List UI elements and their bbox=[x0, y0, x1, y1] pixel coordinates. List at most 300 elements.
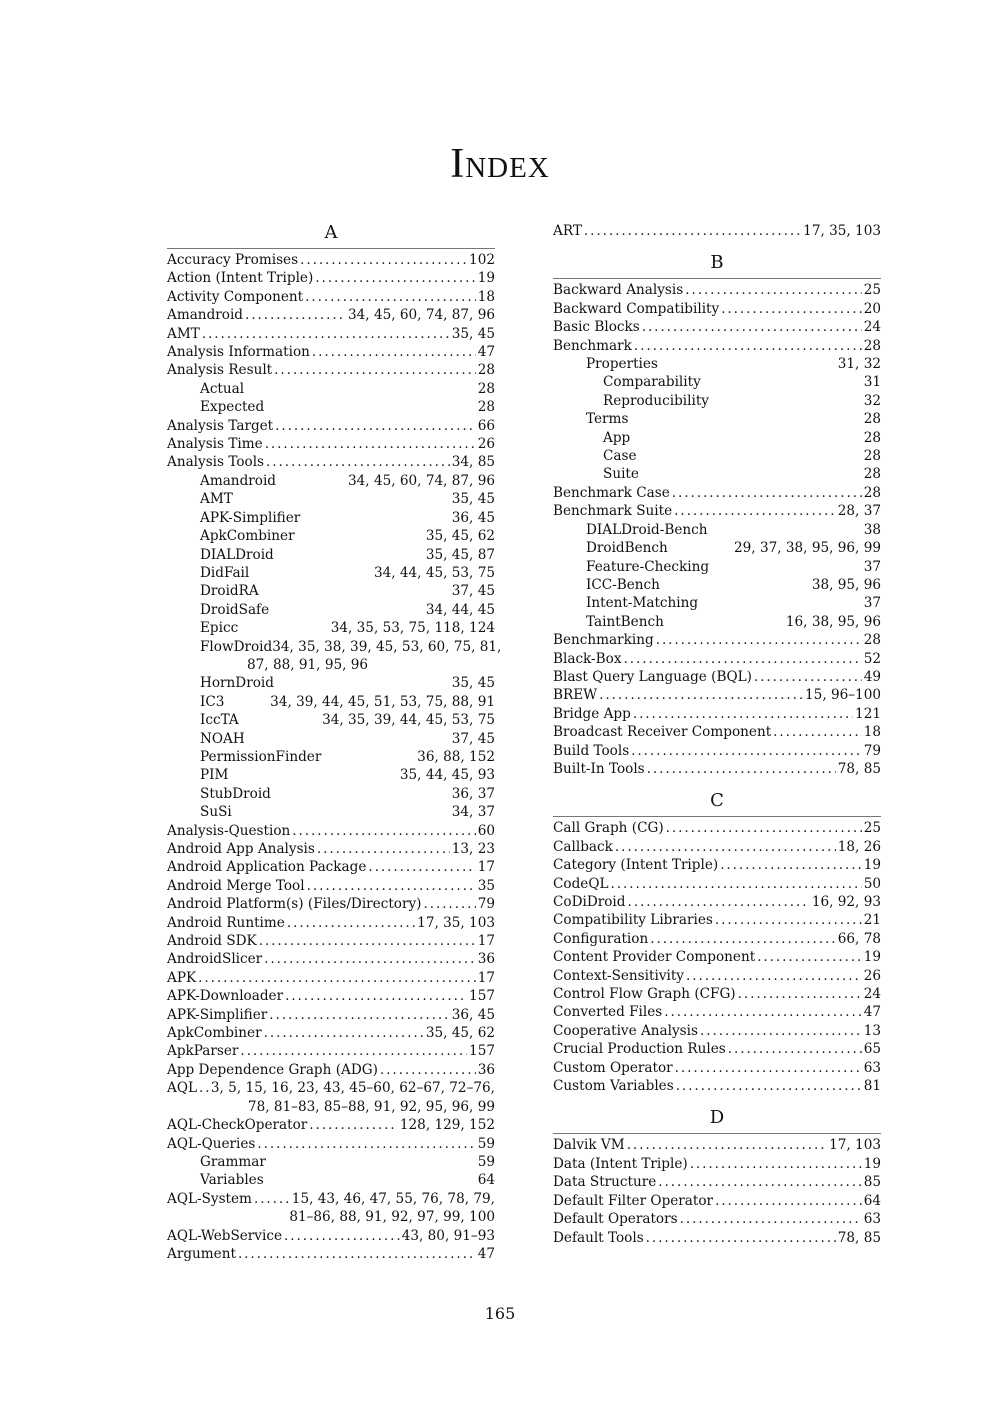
dot-leader bbox=[647, 760, 836, 778]
index-subentry bbox=[167, 1153, 495, 1171]
dot-leader bbox=[627, 893, 809, 911]
page-references: 38 bbox=[863, 521, 881, 538]
page-references: 28 bbox=[477, 362, 495, 379]
index-entry bbox=[553, 484, 881, 502]
index-entry bbox=[553, 1040, 881, 1058]
page-references: 79 bbox=[863, 742, 881, 759]
index-entry bbox=[167, 1042, 495, 1060]
section-heading: A bbox=[167, 222, 495, 249]
index-entry bbox=[553, 222, 881, 240]
index-subentry bbox=[553, 594, 881, 612]
page-references: 13, 23 bbox=[451, 841, 495, 857]
page-references: 17 bbox=[477, 969, 495, 986]
page-references: 26 bbox=[477, 436, 495, 453]
index-subentry bbox=[553, 447, 881, 465]
page-references: 36 bbox=[477, 951, 495, 968]
page-references: 121 bbox=[855, 705, 881, 722]
page-references: 35, 45, 87 bbox=[425, 546, 495, 563]
index-entry bbox=[167, 895, 495, 913]
dot-leader bbox=[690, 1155, 862, 1173]
page-references: 47 bbox=[477, 344, 495, 361]
index-term: Case bbox=[603, 448, 637, 465]
index-entry bbox=[167, 343, 495, 361]
page-references: 18, 26 bbox=[837, 838, 881, 855]
index-entry bbox=[553, 1136, 881, 1154]
index-term: Analysis Tools bbox=[167, 454, 265, 471]
index-entry bbox=[553, 930, 881, 948]
index-term: IC3 bbox=[200, 693, 225, 710]
page-references: 25 bbox=[863, 282, 881, 299]
index-term: Actual bbox=[200, 380, 245, 397]
index-entry bbox=[553, 819, 881, 837]
page-references: 17, 103 bbox=[829, 1137, 881, 1154]
index-entry bbox=[553, 705, 881, 723]
index-term: APK bbox=[167, 969, 197, 986]
index-term: Grammar bbox=[200, 1153, 266, 1170]
index-subentry bbox=[167, 730, 495, 748]
index-entry bbox=[167, 417, 495, 435]
index-entry bbox=[167, 840, 495, 858]
index-entry bbox=[167, 251, 495, 269]
page-references: 20 bbox=[863, 300, 881, 317]
index-term: Built-In Tools bbox=[553, 760, 645, 777]
index-term: NOAH bbox=[200, 730, 245, 747]
index-term: Android SDK bbox=[167, 933, 257, 950]
index-term: Android App Analysis bbox=[167, 841, 315, 857]
index-term: App bbox=[603, 429, 631, 446]
page-references: 17 bbox=[477, 933, 495, 950]
dot-leader bbox=[773, 723, 862, 741]
index-entry bbox=[167, 1061, 495, 1079]
page-references: 36, 45 bbox=[451, 1006, 495, 1023]
dot-leader bbox=[257, 1135, 475, 1153]
index-entry bbox=[553, 337, 881, 355]
dot-leader bbox=[198, 969, 476, 987]
index-entry bbox=[553, 1059, 881, 1077]
index-subentry bbox=[167, 472, 495, 490]
index-entry bbox=[553, 1077, 881, 1095]
index-term: Basic Blocks bbox=[553, 319, 640, 336]
index-term: FlowDroid bbox=[200, 638, 273, 655]
index-subentry bbox=[553, 558, 881, 576]
page-references: 28 bbox=[863, 484, 881, 501]
index-subentry bbox=[553, 539, 881, 557]
index-entry bbox=[553, 1022, 881, 1040]
index-subentry bbox=[167, 619, 495, 637]
index-term: Benchmarking bbox=[553, 632, 654, 649]
page-references: 34, 35, 53, 75, 118, 124 bbox=[330, 620, 495, 637]
index-entry bbox=[553, 948, 881, 966]
index-subentry bbox=[553, 373, 881, 391]
page-references: 28 bbox=[863, 337, 881, 354]
dot-leader bbox=[264, 950, 476, 968]
index-entry bbox=[167, 1006, 495, 1024]
index-term: CodeQL bbox=[553, 875, 609, 892]
index-term: Analysis Information bbox=[167, 344, 310, 361]
dot-leader bbox=[642, 318, 862, 336]
index-entry bbox=[167, 1227, 495, 1245]
index-entry bbox=[167, 288, 495, 306]
page-references: 66 bbox=[477, 417, 495, 434]
dot-leader bbox=[631, 742, 862, 760]
dot-leader bbox=[307, 877, 476, 895]
dot-leader bbox=[685, 281, 861, 299]
page-references: 28 bbox=[477, 380, 495, 397]
dot-leader bbox=[599, 686, 803, 704]
page-references: 37, 45 bbox=[451, 583, 495, 600]
dot-leader bbox=[275, 417, 476, 435]
dot-leader bbox=[738, 985, 862, 1003]
dot-leader bbox=[199, 1079, 209, 1097]
page-references: 47 bbox=[477, 1245, 495, 1262]
dot-leader bbox=[720, 856, 862, 874]
index-term: HornDroid bbox=[200, 675, 274, 692]
index-term: Control Flow Graph (CFG) bbox=[553, 986, 736, 1003]
index-entry bbox=[553, 631, 881, 649]
page-references: 34, 35, 38, 39, 45, 53, 60, 75, 81, bbox=[272, 638, 502, 655]
index-subentry bbox=[167, 638, 502, 656]
dot-leader bbox=[317, 840, 450, 858]
dot-leader bbox=[728, 1040, 862, 1058]
page-references: 35, 45 bbox=[451, 675, 495, 692]
dot-leader bbox=[674, 502, 836, 520]
index-term: Dalvik VM bbox=[553, 1137, 625, 1154]
dot-leader bbox=[312, 343, 476, 361]
index-term: ApkParser bbox=[167, 1043, 239, 1060]
dot-leader bbox=[238, 1245, 476, 1263]
index-entry bbox=[553, 893, 881, 911]
page-references: 28, 37 bbox=[837, 503, 881, 520]
dot-leader bbox=[675, 1059, 862, 1077]
page-references: 38, 95, 96 bbox=[811, 576, 881, 593]
page-references: 28 bbox=[863, 466, 881, 483]
dot-leader bbox=[264, 1024, 424, 1042]
index-term: Expected bbox=[200, 399, 265, 416]
index-entry bbox=[553, 1155, 881, 1173]
index-subentry bbox=[167, 546, 495, 564]
index-term: Broadcast Receiver Component bbox=[553, 724, 772, 741]
index-entry bbox=[167, 453, 495, 471]
page-references: 18 bbox=[863, 724, 881, 741]
index-term: IccTA bbox=[200, 712, 239, 729]
page-references: 24 bbox=[863, 986, 881, 1003]
index-entry bbox=[167, 435, 495, 453]
index-term: Intent-Matching bbox=[586, 595, 699, 612]
index-term: Content Provider Component bbox=[553, 949, 756, 966]
dot-leader bbox=[423, 895, 475, 913]
dot-leader bbox=[245, 306, 346, 324]
index-term: Backward Analysis bbox=[553, 282, 684, 299]
page-references: 15, 43, 46, 47, 55, 76, 78, 79, bbox=[291, 1190, 495, 1207]
page-references: 19 bbox=[863, 949, 881, 966]
index-subentry bbox=[167, 711, 495, 729]
dot-leader bbox=[686, 967, 862, 985]
index-entry bbox=[167, 987, 495, 1005]
page-references: 128, 129, 152 bbox=[399, 1117, 495, 1134]
index-entry bbox=[553, 967, 881, 985]
index-term: Context-Sensitivity bbox=[553, 967, 684, 984]
dot-leader bbox=[680, 1210, 862, 1228]
page-references: 79 bbox=[477, 896, 495, 913]
index-term: Argument bbox=[167, 1245, 236, 1262]
index-entry bbox=[167, 1245, 495, 1263]
index-entry bbox=[167, 1116, 495, 1134]
dot-leader bbox=[672, 484, 862, 502]
index-term: ICC-Bench bbox=[586, 576, 660, 593]
index-term: Data (Intent Triple) bbox=[553, 1155, 688, 1172]
index-term: Crucial Production Rules bbox=[553, 1041, 726, 1058]
page-references: 35 bbox=[477, 877, 495, 894]
index-term: Epicc bbox=[200, 620, 239, 637]
dot-leader bbox=[715, 1192, 862, 1210]
dot-leader bbox=[285, 987, 467, 1005]
index-term: AQL-Queries bbox=[167, 1135, 256, 1152]
index-entry bbox=[167, 1135, 495, 1153]
dot-leader bbox=[627, 1136, 827, 1154]
dot-leader bbox=[266, 453, 450, 471]
dot-leader bbox=[634, 337, 862, 355]
page-references: 34, 44, 45 bbox=[425, 601, 495, 618]
index-term: Variables bbox=[200, 1172, 264, 1189]
index-term: Android Runtime bbox=[167, 914, 285, 931]
page-references: 17 bbox=[477, 859, 495, 876]
dot-leader bbox=[368, 858, 475, 876]
page-references: 16, 38, 95, 96 bbox=[785, 613, 881, 630]
index-entry bbox=[553, 911, 881, 929]
page-references: 63 bbox=[863, 1211, 881, 1228]
page-references: 34, 85 bbox=[451, 454, 495, 471]
index-term: Feature-Checking bbox=[586, 558, 710, 575]
index-term: Cooperative Analysis bbox=[553, 1022, 698, 1039]
index-entry bbox=[553, 1003, 881, 1021]
index-entry bbox=[553, 856, 881, 874]
page-references: 36, 37 bbox=[451, 785, 495, 802]
index-term: Black-Box bbox=[553, 650, 622, 667]
index-subentry bbox=[553, 576, 881, 594]
index-entry bbox=[167, 1190, 495, 1208]
index-subentry bbox=[553, 392, 881, 410]
page-references: 78, 85 bbox=[837, 760, 881, 777]
index-entry bbox=[553, 1229, 881, 1247]
index-term: CoDiDroid bbox=[553, 894, 626, 910]
dot-leader bbox=[650, 930, 836, 948]
page-references: 35, 45, 62 bbox=[425, 528, 495, 545]
page-references: 37 bbox=[863, 558, 881, 575]
index-term: Default Tools bbox=[553, 1229, 644, 1246]
page-references: 31, 32 bbox=[837, 356, 881, 373]
page-references: 25 bbox=[863, 820, 881, 837]
page-references: 28 bbox=[863, 632, 881, 649]
dot-leader bbox=[615, 838, 836, 856]
page-references: 34, 37 bbox=[451, 804, 495, 821]
index-term: Analysis Target bbox=[167, 417, 274, 434]
dot-leader bbox=[664, 1003, 861, 1021]
dot-leader bbox=[315, 269, 475, 287]
page-references: 28 bbox=[863, 429, 881, 446]
dot-leader bbox=[265, 435, 476, 453]
index-term: Accuracy Promises bbox=[167, 252, 299, 268]
index-subentry bbox=[167, 582, 495, 600]
page-references: 43, 80, 91–93 bbox=[401, 1227, 495, 1244]
page-references: 28 bbox=[863, 448, 881, 465]
index-term: Default Operators bbox=[553, 1211, 678, 1228]
index-term: APK-Simplifier bbox=[200, 509, 301, 526]
index-term: PermissionFinder bbox=[200, 748, 322, 765]
dot-leader bbox=[292, 822, 475, 840]
page-references: 85 bbox=[863, 1174, 881, 1191]
index-term: Custom Variables bbox=[553, 1078, 674, 1095]
page-references: 49 bbox=[863, 668, 881, 685]
index-subentry bbox=[167, 766, 495, 784]
dot-leader bbox=[269, 1006, 449, 1024]
index-term: BREW bbox=[553, 687, 598, 704]
index-entry bbox=[167, 950, 495, 968]
index-column-right bbox=[553, 222, 881, 1247]
page-references: 16, 92, 93 bbox=[811, 894, 881, 910]
page-references: 34, 45, 60, 74, 87, 96 bbox=[348, 472, 495, 489]
index-subentry bbox=[167, 398, 495, 416]
index-term: Callback bbox=[553, 838, 613, 855]
index-subentry bbox=[553, 613, 881, 631]
index-entry bbox=[167, 932, 495, 950]
page-references: 3, 5, 15, 16, 23, 43, 45–60, 62–67, 72–76, bbox=[210, 1080, 495, 1097]
index-entry bbox=[167, 1024, 495, 1042]
index-entry bbox=[553, 668, 881, 686]
page-references: 34, 39, 44, 45, 51, 53, 75, 88, 91 bbox=[270, 693, 495, 710]
index-term: StubDroid bbox=[200, 785, 271, 802]
index-entry bbox=[167, 306, 495, 324]
index-term: AMT bbox=[200, 491, 233, 508]
index-term: Amandroid bbox=[200, 472, 277, 489]
index-entry bbox=[167, 269, 495, 287]
dot-leader bbox=[305, 288, 476, 306]
index-term: Android Merge Tool bbox=[167, 877, 305, 894]
page-references: 13 bbox=[863, 1022, 881, 1039]
page-references: 37 bbox=[863, 595, 881, 612]
dot-leader bbox=[721, 300, 862, 318]
dot-leader bbox=[274, 361, 476, 379]
index-column-left bbox=[167, 222, 502, 1263]
index-entry bbox=[167, 969, 495, 987]
index-entry bbox=[553, 502, 881, 520]
index-term: Benchmark Case bbox=[553, 484, 670, 501]
index-entry bbox=[553, 281, 881, 299]
index-term: PIM bbox=[200, 767, 229, 784]
page-references: 36, 45 bbox=[451, 509, 495, 526]
index-term: Configuration bbox=[553, 930, 649, 947]
index-term: AQL-System bbox=[167, 1190, 252, 1207]
index-term: AndroidSlicer bbox=[167, 951, 263, 968]
index-subentry bbox=[553, 521, 881, 539]
dot-leader bbox=[700, 1022, 862, 1040]
index-term: AQL bbox=[167, 1080, 197, 1097]
index-term: DroidSafe bbox=[200, 601, 270, 618]
index-term: APK-Downloader bbox=[167, 988, 284, 1005]
index-entry bbox=[167, 877, 495, 895]
page-references: 34, 44, 45, 53, 75 bbox=[373, 564, 495, 581]
dot-leader bbox=[240, 1042, 467, 1060]
dot-leader bbox=[254, 1190, 290, 1208]
index-entry-continuation: 81–86, 88, 91, 92, 97, 99, 100 bbox=[289, 1209, 495, 1226]
page-references: 157 bbox=[469, 988, 495, 1005]
page-references: 65 bbox=[863, 1041, 881, 1058]
index-term: ApkCombiner bbox=[200, 528, 295, 545]
page-references: 102 bbox=[469, 252, 495, 268]
index-entry bbox=[553, 875, 881, 893]
index-term: Action (Intent Triple) bbox=[167, 270, 314, 287]
page-references: 35, 45 bbox=[451, 325, 495, 342]
index-term: Terms bbox=[586, 411, 629, 428]
index-term: Properties bbox=[586, 356, 658, 373]
index-term: AMT bbox=[167, 325, 200, 342]
index-term: Compatibility Libraries bbox=[553, 912, 713, 929]
dot-leader bbox=[309, 1116, 398, 1134]
index-entry bbox=[553, 723, 881, 741]
index-subentry bbox=[167, 564, 495, 582]
index-entry bbox=[553, 985, 881, 1003]
index-subentry bbox=[553, 355, 881, 373]
index-subentry bbox=[167, 527, 495, 545]
index-term: ART bbox=[553, 223, 582, 239]
page-references: 34, 35, 39, 44, 45, 53, 75 bbox=[322, 712, 495, 729]
page-references: 35, 45 bbox=[451, 491, 495, 508]
index-term: Analysis-Question bbox=[167, 822, 291, 839]
index-term: Benchmark Suite bbox=[553, 503, 673, 520]
index-term: TaintBench bbox=[586, 613, 664, 630]
page-references: 17, 35, 103 bbox=[803, 223, 881, 239]
page-references: 63 bbox=[863, 1059, 881, 1076]
page-references: 35, 44, 45, 93 bbox=[399, 767, 495, 784]
index-subentry bbox=[553, 465, 881, 483]
index-subentry bbox=[167, 674, 495, 692]
page-references: 18 bbox=[477, 288, 495, 305]
index-term: Blast Query Language (BQL) bbox=[553, 668, 752, 685]
index-term: DidFail bbox=[200, 564, 250, 581]
index-subentry bbox=[553, 410, 881, 428]
section-heading: D bbox=[553, 1107, 881, 1134]
index-entry bbox=[167, 914, 495, 932]
page-references: 19 bbox=[477, 270, 495, 287]
dot-leader bbox=[300, 251, 467, 269]
page-references: 64 bbox=[477, 1172, 495, 1189]
index-entry bbox=[553, 742, 881, 760]
page-references: 59 bbox=[477, 1135, 495, 1152]
page-references: 37, 45 bbox=[451, 730, 495, 747]
index-entry bbox=[167, 361, 495, 379]
index-subentry bbox=[167, 1171, 495, 1189]
index-entry bbox=[167, 858, 495, 876]
index-subentry bbox=[167, 601, 495, 619]
index-term: Analysis Time bbox=[167, 436, 263, 453]
index-term: AQL-CheckOperator bbox=[167, 1117, 308, 1134]
index-term: Call Graph (CG) bbox=[553, 820, 664, 837]
page-references: 59 bbox=[477, 1153, 495, 1170]
index-term: SuSi bbox=[200, 804, 232, 821]
index-entry-continuation: 87, 88, 91, 95, 96 bbox=[247, 656, 369, 673]
index-term: DroidRA bbox=[200, 583, 259, 600]
page-references: 81 bbox=[863, 1078, 881, 1095]
dot-leader bbox=[259, 932, 476, 950]
page-references: 35, 45, 62 bbox=[425, 1025, 495, 1042]
page-references: 24 bbox=[863, 319, 881, 336]
dot-leader bbox=[658, 1173, 861, 1191]
dot-leader bbox=[676, 1077, 862, 1095]
page-references: 66, 78 bbox=[837, 930, 881, 947]
index-entry bbox=[553, 838, 881, 856]
page-references: 52 bbox=[863, 650, 881, 667]
index-entry bbox=[553, 1210, 881, 1228]
page-references: 28 bbox=[863, 411, 881, 428]
